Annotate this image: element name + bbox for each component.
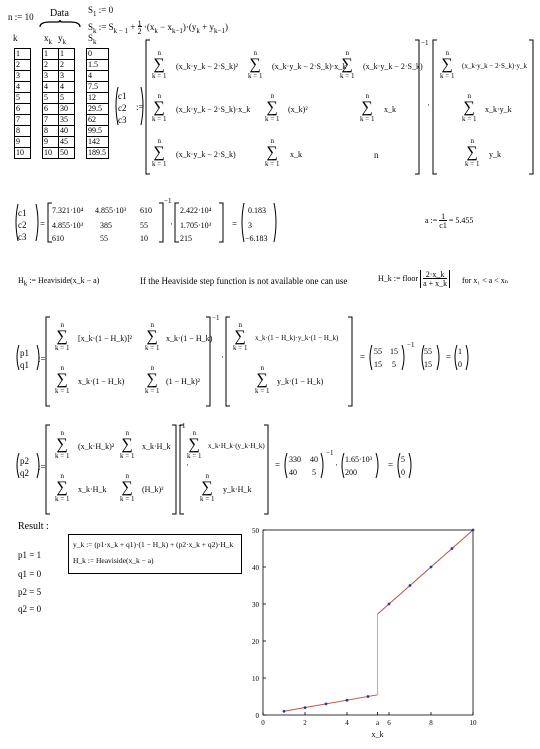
pq2-num-r0: 5 [401,455,405,464]
data-point [430,566,433,569]
y-tick-label: 30 [252,601,259,609]
result-chart [245,520,505,745]
m12-term: (x_k·y_k − 2·S_k)·x_k [272,62,347,71]
num-v1: 1.705·10³ [180,221,212,230]
pq2-assign: := [38,462,46,472]
num-v2: 215 [180,234,192,243]
x-tick-label: 4 [345,719,349,727]
y-tick-label: 50 [252,527,259,535]
pq2-num-eq: = [388,460,394,470]
v1-term: (x_k·y_k − 2·S_k)·y_k [462,62,527,70]
pq1-matrix-bracket [46,316,226,408]
m21-sum: n ∑ k = 1 [152,92,167,123]
pq1-dot: · [221,352,224,362]
col-x-header: $x_k$ [44,33,52,46]
pq1-v1-sum: n ∑ k = 1 [233,321,248,352]
pq1-num-m2: 15 [374,360,382,369]
s1-definition: $S_1$ := 0 [88,5,114,18]
s-column: 0 1.5 4 7.5 12 29.5 62 99.5 142 189.5 [86,48,109,159]
pq2-num-r1: 0 [401,468,405,477]
num-m6: 610 [52,234,64,243]
num-eq2: = [232,219,238,229]
col-y-header: $y_k$ [58,33,66,46]
pq1-num-r-paren [453,344,471,372]
y-tick-label: 20 [252,638,259,646]
heaviside-cond: for x₁ < a < xₙ [462,276,509,285]
m13-term: (x_k·y_k − 2·S_k) [363,62,423,71]
data-brace [40,20,80,28]
pq1-num-m1: 15 [390,347,398,356]
num-m4: 385 [100,221,112,230]
result-label: Result : [18,521,49,532]
pq2-inverse: −1 [178,422,186,430]
m32-term: x_k [290,150,302,159]
data-point [304,706,307,709]
m12-sum: n ∑ k = 1 [248,49,263,80]
pq2-v2: y_k·H_k [223,485,252,494]
pq2-m12: x_k·H_k [142,442,171,451]
pq1-num-v0: 55 [424,347,432,356]
x-tick-label: 6 [387,719,391,727]
data-point [367,695,370,698]
x-tick-label: a [376,719,380,727]
model-line-2: H_k := Heaviside(x_k − a) [73,556,154,565]
pq2-num-dot: · [335,460,338,470]
pq2-num-m1: 40 [310,455,318,464]
y-tick-label: 40 [252,564,259,572]
m13-sum: n ∑ k = 1 [340,49,355,80]
pq2-num-v0: 1.65·10³ [345,455,373,464]
pq1-num-m3: 5 [392,360,396,369]
result-p2: p2 = 5 [18,587,42,597]
pq2-eq: = [275,460,281,470]
pq2-v1-sum: n ∑ k = 1 [187,429,202,460]
pq1-m12-sum: n ∑ k = 1 [145,321,160,352]
pq2-num-m3: 5 [312,468,316,477]
pq1-num-r0: 1 [458,347,462,356]
pq2-vector: p2 q2 [20,456,29,478]
pq1-num-v1: 15 [424,360,432,369]
num-eq1: = [40,219,46,229]
data-point [283,710,286,713]
pq1-v2: y_k·(1 − H_k) [277,377,324,386]
pq2-num-m2: 40 [289,468,297,477]
pq2-v1: x_k·H_k·(y_k·H_k) [208,442,265,450]
num-coef-vector: c1 c2 c3 [18,208,27,242]
num-r0: 0.183 [248,206,266,215]
m33-term: n [374,150,379,160]
data-point [409,584,412,587]
num-r2: −6.183 [245,234,268,243]
pq1-inverse: −1 [212,314,220,322]
dot-op: · [427,100,430,110]
a-definition: a := $\frac{1}{c1} = 5.455$ [425,212,474,230]
pq1-num-eq: = [446,352,452,362]
m31-term: (x_k·y_k − 2·S_k) [176,150,236,159]
pq1-num-inv: −1 [407,341,415,349]
data-point [346,699,349,702]
num-m0: 7.321·10⁴ [52,206,84,215]
x-axis-label: x_k [371,730,384,739]
num-m1: 4.855·10³ [95,206,127,215]
pq1-m12: x_k·(1 − H_k) [166,334,213,343]
model-line-right [378,530,473,614]
pq1-m21: x_k·(1 − H_k) [78,377,125,386]
n-definition: n := 10 [8,12,34,22]
m21-term: (x_k·y_k − 2·S_k)·x_k [176,105,251,114]
y-tick-label: 0 [255,712,259,720]
m31-sum: n ∑ k = 1 [152,137,167,168]
inverse-exp: −1 [421,39,429,47]
x-column: 1 2 3 4 5 6 7 8 9 10 [42,48,59,159]
heaviside-alt: H_k := floor $\frac{2\cdot x\_k}{a + x\_k}$ [378,270,450,288]
num-m3: 4.855·10³ [52,221,84,230]
data-point [472,529,475,532]
pq1-m22-sum: n ∑ k = 1 [145,364,160,395]
pq2-dot: · [186,460,189,470]
v3-term: y_k [489,150,501,159]
sk-recurrence: $S_k$ := $S_{k - 1} + 1$ $2 \cdot(x_k - x_{k-1})\cdot(y_k + y_{k-1})$ [88,19,228,36]
num-dot: · [170,219,173,229]
v1-sum: n ∑ k = 1 [440,49,455,80]
x-tick-label: 8 [429,719,433,727]
pq1-eq: = [360,352,366,362]
pq2-m12-sum: n ∑ k = 1 [120,429,135,460]
pq1-m21-sum: n ∑ k = 1 [55,364,70,395]
data-header: Data [50,8,69,19]
pq2-num-m0: 330 [289,455,301,464]
num-v0: 2.422·10⁴ [180,206,212,215]
m22-term: (x_k)² [288,105,308,114]
pq1-m11-sum: n ∑ k = 1 [55,321,70,352]
pq1-m11: [x_k·(1 − H_k)]² [78,334,133,343]
model-line-left [284,695,378,711]
pq2-num-r-paren [396,452,414,480]
x-tick-label: 10 [469,719,477,727]
pq2-m22-sum: n ∑ k = 1 [120,472,135,503]
y-column: 1 2 3 4 5 30 35 40 45 50 [58,48,75,159]
pq2-m21: x_k·H_k [78,485,107,494]
pq2-m11-sum: n ∑ k = 1 [55,429,70,460]
v2-sum: n ∑ k = 1 [462,92,477,123]
m11-sum: n ∑ k = 1 [152,49,167,80]
v2-term: x_k·y_k [485,105,512,114]
coef-vector-c: c1 c2 c3 [118,91,127,125]
m32-sum: n ∑ k = 1 [265,137,280,168]
heaviside-note: If the Heaviside step function is not available one can use [140,276,348,286]
pq1-assign: := [38,354,46,364]
result-q2: q2 = 0 [18,604,42,614]
col-s-header: $S_k$ [88,33,97,46]
m23-term: x_k [384,105,396,114]
pq2-num-inv: −1 [326,449,334,457]
heaviside-def: $H_k$ := Heaviside(x_k − a) [18,276,100,288]
pq1-num-r1: 0 [458,360,462,369]
pq2-m11: (x_k·H_k)² [78,442,115,451]
assign-sign: := [136,102,144,112]
m11-term: (x_k·y_k − 2·S_k)² [176,62,239,71]
model-definition-box [68,534,242,574]
num-inverse: −1 [164,197,172,205]
m22-sum: n ∑ k = 1 [265,92,280,123]
pq2-m22: (H_k)² [142,485,164,494]
pq2-v2-sum: n ∑ k = 1 [200,472,215,503]
data-point [325,703,328,706]
pq1-v1: x_k·(1 − H_k)·y_k·(1 − H_k) [255,334,339,342]
y-tick-label: 10 [252,675,259,683]
pq1-vector: p1 q1 [20,348,29,370]
k-column: 1 2 3 4 5 6 7 8 9 10 [14,48,31,159]
pq2-num-v1: 200 [345,468,357,477]
pq1-m22: (1 − H_k)² [166,377,201,386]
num-m2: 610 [140,206,152,215]
v3-sum: n ∑ k = 1 [465,137,480,168]
result-p1: p1 = 1 [18,550,42,560]
result-q1: q1 = 0 [18,569,42,579]
x-tick-label: 2 [303,719,307,727]
pq1-v2-sum: n ∑ k = 1 [255,364,270,395]
x-tick-label: 0 [261,719,265,727]
data-point [451,547,454,550]
num-m8: 10 [140,234,148,243]
data-point [388,603,391,606]
col-k-header: k [13,33,18,43]
num-m5: 55 [140,221,148,230]
num-m7: 55 [100,234,108,243]
pq1-num-m0: 55 [374,347,382,356]
m23-sum: n ∑ k = 1 [360,92,375,123]
pq2-m21-sum: n ∑ k = 1 [55,472,70,503]
num-r1: 3 [248,221,252,230]
model-line-1: y_k := (p1·x_k + q1)·(1 − H_k) + (p2·x_k + q2)·H_k [73,540,234,549]
